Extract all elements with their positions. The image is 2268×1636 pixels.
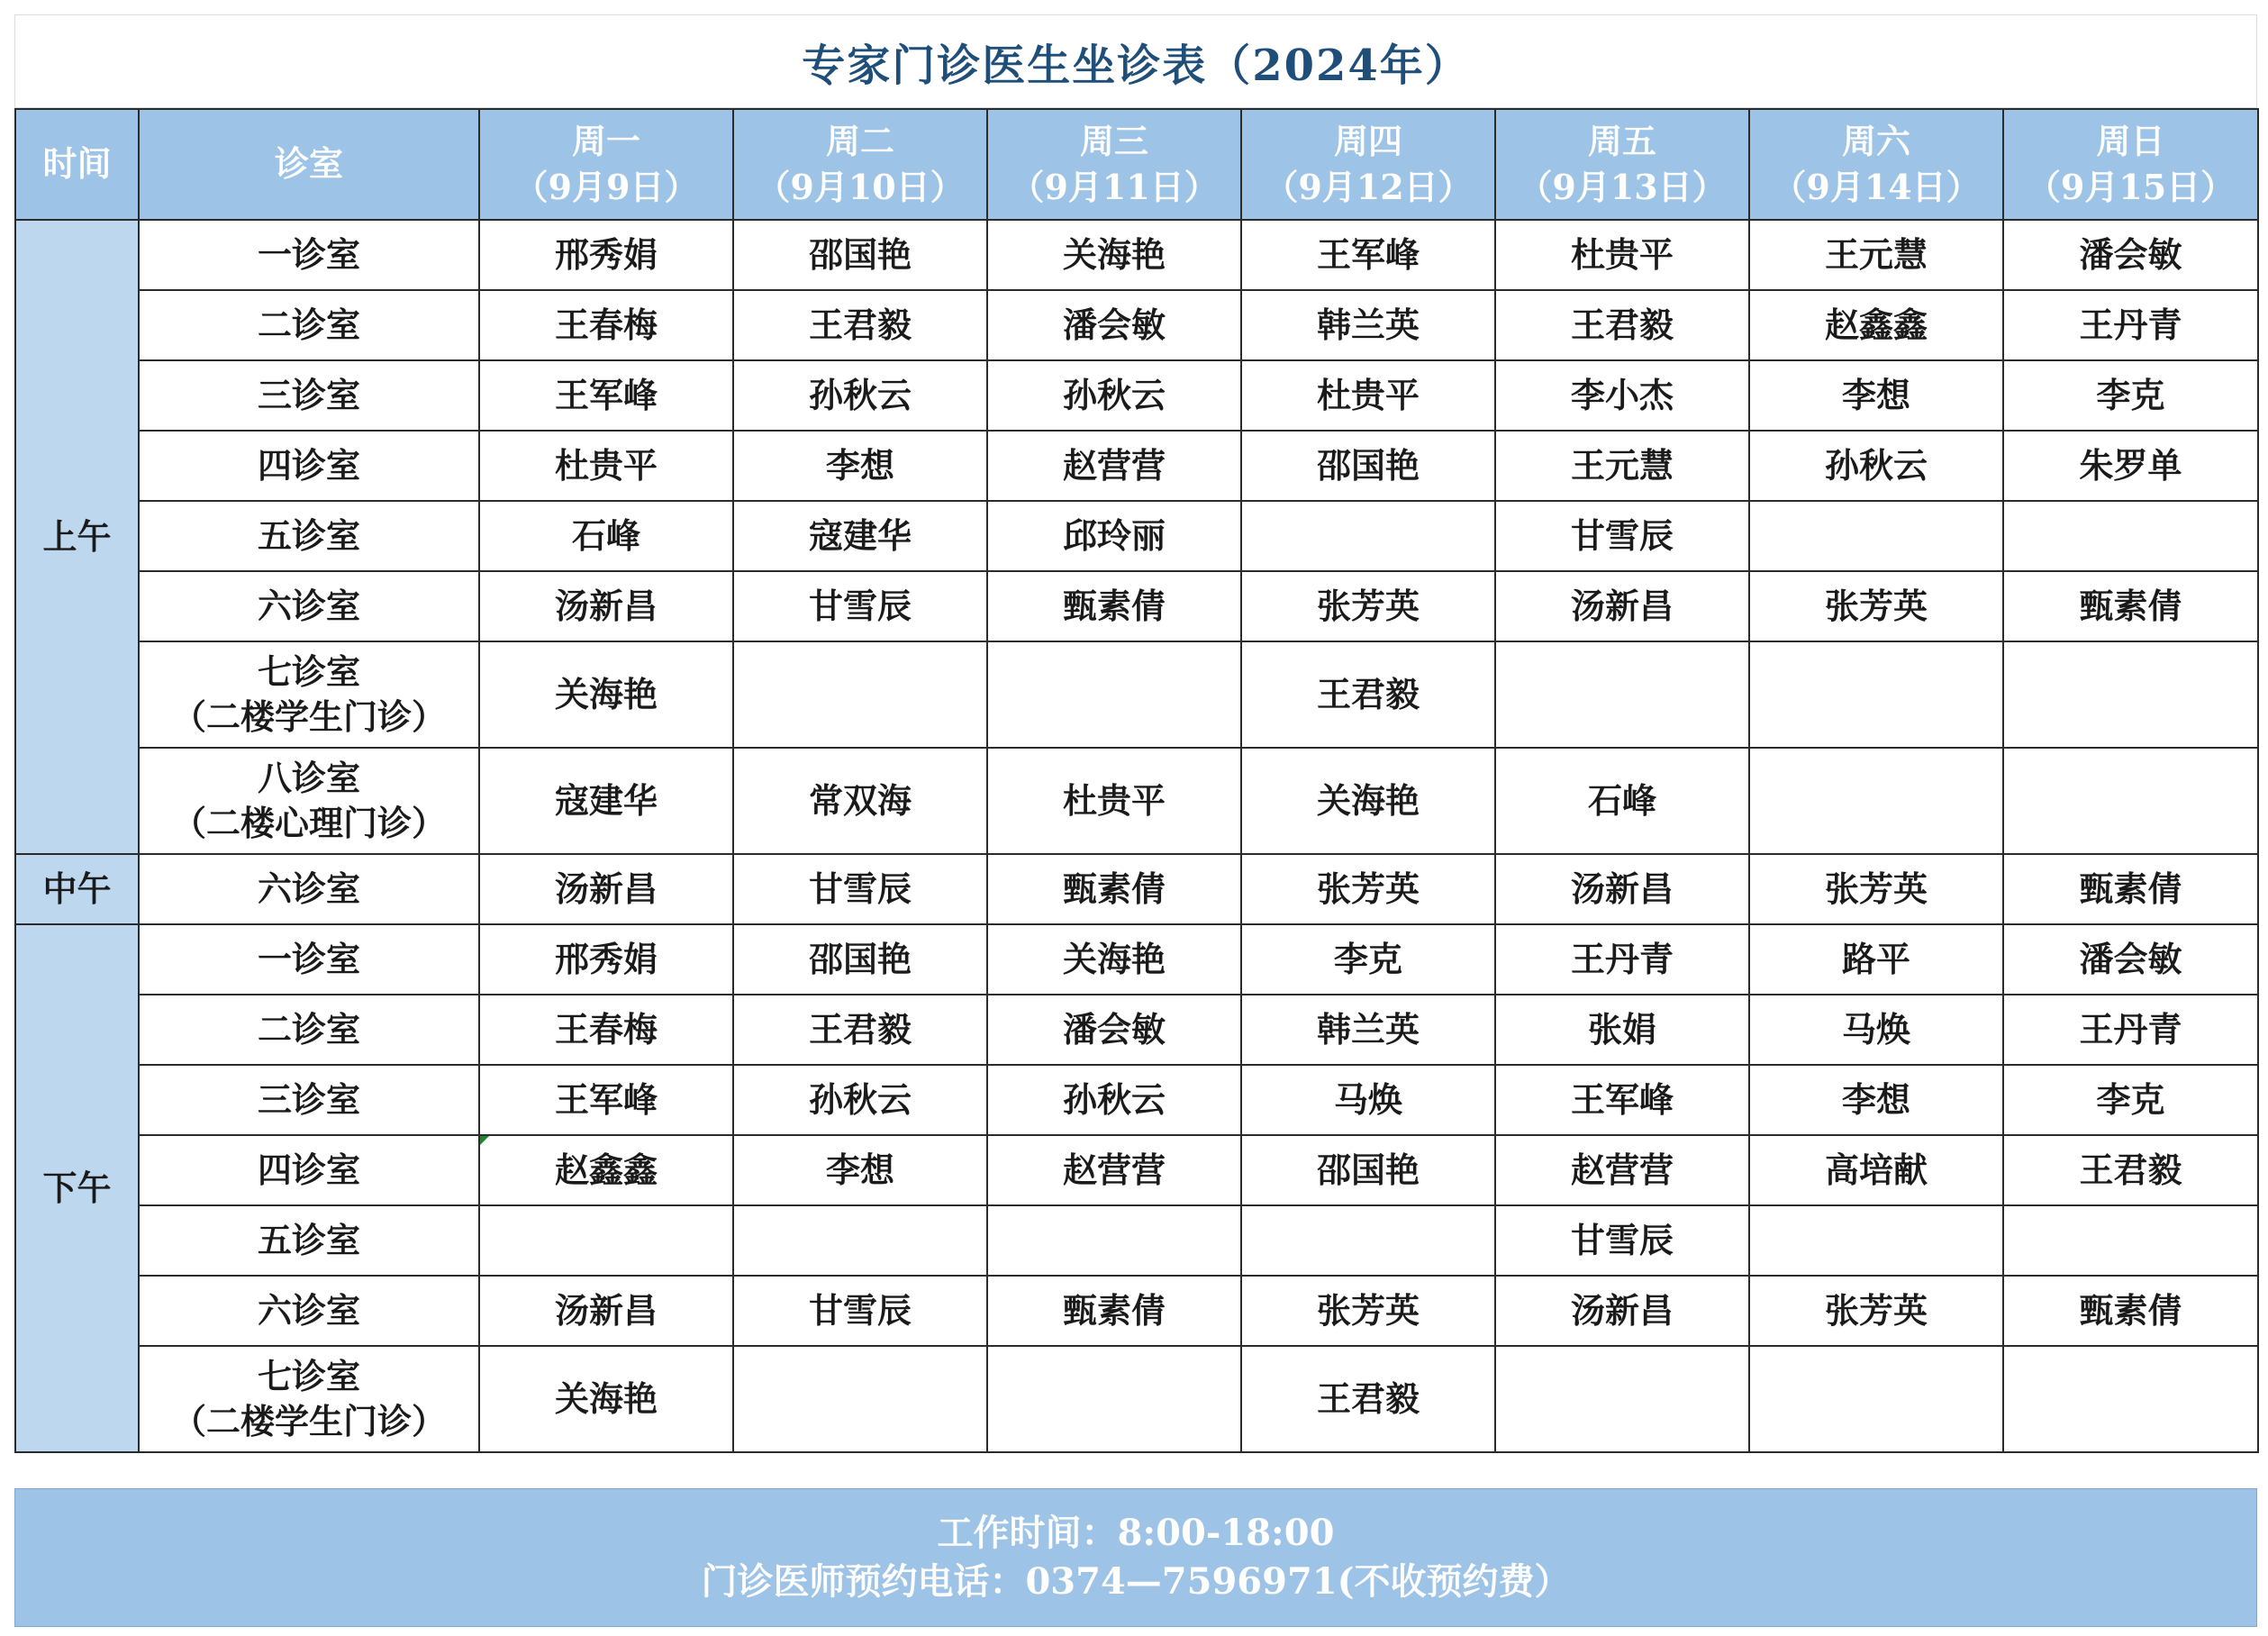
doctor-cell: 甄素倩 (2003, 571, 2258, 641)
doctor-name: 赵鑫鑫 (554, 1149, 658, 1190)
table-row (15, 1065, 2258, 1135)
doctor-cell: 王春梅 (479, 290, 733, 360)
doctor-cell (1495, 1346, 1749, 1452)
footer-info (14, 1488, 2257, 1627)
date-label: （9月11日） (1010, 166, 1219, 207)
doctor-cell: 潘会敏 (2003, 924, 2258, 995)
doctor-cell: 马焕 (1241, 1065, 1495, 1135)
doctor-cell (733, 641, 987, 748)
room-cell: 五诊室 (139, 501, 479, 571)
room-cell: 一诊室 (139, 924, 479, 995)
room-note: （二楼学生门诊） (171, 1401, 446, 1441)
doctor-cell: 关海艳 (987, 220, 1241, 290)
doctor-cell: 李克 (2003, 1065, 2258, 1135)
doctor-cell: 汤新昌 (479, 571, 733, 641)
doctor-cell: 赵营营 (987, 431, 1241, 501)
doctor-cell: 潘会敏 (987, 995, 1241, 1065)
doctor-cell: 李想 (733, 1135, 987, 1205)
doctor-cell: 寇建华 (733, 501, 987, 571)
header-room: 诊室 (139, 109, 479, 220)
doctor-cell: 孙秋云 (733, 360, 987, 431)
doctor-cell (1749, 501, 2003, 571)
day-label: 周五 (1587, 121, 1656, 162)
room-cell: 四诊室 (139, 431, 479, 501)
page-title: 专家门诊医生坐诊表（2024年） (14, 14, 2257, 108)
doctor-cell: 邵国艳 (1241, 1135, 1495, 1205)
room-cell: 三诊室 (139, 360, 479, 431)
room-cell: 二诊室 (139, 290, 479, 360)
doctor-cell (2003, 1205, 2258, 1276)
doctor-cell: 李想 (1749, 1065, 2003, 1135)
date-label: （9月12日） (1264, 166, 1473, 207)
doctor-cell (2003, 501, 2258, 571)
doctor-cell: 王君毅 (1241, 641, 1495, 748)
table-row (15, 995, 2258, 1065)
doctor-cell: 张娟 (1495, 995, 1749, 1065)
doctor-cell: 王军峰 (479, 1065, 733, 1135)
appointment-phone: 门诊医师预约电话：0374—7596971(不收预约费） (701, 1560, 1571, 1603)
doctor-cell: 潘会敏 (987, 290, 1241, 360)
doctor-cell: 李想 (733, 431, 987, 501)
room-cell: 一诊室 (139, 220, 479, 290)
table-row (15, 501, 2258, 571)
table-row (15, 924, 2258, 995)
header-day-wed (987, 109, 1241, 220)
room-cell: 三诊室 (139, 1065, 479, 1135)
doctor-cell (2003, 748, 2258, 854)
date-label: （9月10日） (756, 166, 965, 207)
cell-comment-marker (480, 1136, 489, 1145)
doctor-cell: 石峰 (1495, 748, 1749, 854)
room-cell: 六诊室 (139, 571, 479, 641)
day-label: 周日 (2096, 121, 2165, 162)
table-row (15, 571, 2258, 641)
room-cell (139, 641, 479, 748)
day-label: 周一 (571, 121, 640, 162)
doctor-cell: 王元慧 (1495, 431, 1749, 501)
table-row (15, 220, 2258, 290)
doctor-cell: 高培献 (1749, 1135, 2003, 1205)
room-cell: 六诊室 (139, 854, 479, 924)
doctor-cell (1749, 748, 2003, 854)
doctor-cell (1495, 641, 1749, 748)
table-row (15, 290, 2258, 360)
doctor-cell: 赵鑫鑫 (1749, 290, 2003, 360)
room-note: （二楼学生门诊） (171, 696, 446, 737)
room-cell: 二诊室 (139, 995, 479, 1065)
date-label: （9月15日） (2026, 166, 2236, 207)
room-cell (139, 1346, 479, 1452)
doctor-cell: 甘雪辰 (733, 571, 987, 641)
room-name: 八诊室 (257, 757, 360, 798)
room-cell: 四诊室 (139, 1135, 479, 1205)
doctor-cell: 杜贵平 (1495, 220, 1749, 290)
doctor-cell: 汤新昌 (1495, 854, 1749, 924)
doctor-cell: 石峰 (479, 501, 733, 571)
doctor-cell: 邵国艳 (733, 220, 987, 290)
date-label: （9月9日） (513, 166, 699, 207)
doctor-cell: 赵营营 (1495, 1135, 1749, 1205)
period-morning: 上午 (15, 220, 139, 854)
doctor-cell: 赵营营 (987, 1135, 1241, 1205)
doctor-cell: 张芳英 (1749, 1276, 2003, 1346)
room-cell: 六诊室 (139, 1276, 479, 1346)
table-row (15, 854, 2258, 924)
day-label: 周六 (1841, 121, 1910, 162)
doctor-cell: 甘雪辰 (1495, 501, 1749, 571)
working-hours: 工作时间：8:00-18:00 (937, 1512, 1335, 1554)
date-label: （9月14日） (1772, 166, 1981, 207)
doctor-cell: 汤新昌 (479, 854, 733, 924)
header-day-tue (733, 109, 987, 220)
doctor-cell: 王军峰 (1495, 1065, 1749, 1135)
doctor-cell: 孙秋云 (1749, 431, 2003, 501)
header-day-thu (1241, 109, 1495, 220)
doctor-cell: 王君毅 (733, 995, 987, 1065)
header-day-sun (2003, 109, 2258, 220)
doctor-cell (987, 1346, 1241, 1452)
table-row (15, 1135, 2258, 1205)
doctor-cell: 孙秋云 (987, 360, 1241, 431)
room-note: （二楼心理门诊） (171, 803, 446, 843)
header-day-fri (1495, 109, 1749, 220)
doctor-cell: 甄素倩 (987, 571, 1241, 641)
doctor-cell: 朱罗单 (2003, 431, 2258, 501)
doctor-cell: 关海艳 (1241, 748, 1495, 854)
doctor-cell: 王军峰 (1241, 220, 1495, 290)
doctor-cell: 张芳英 (1749, 854, 2003, 924)
doctor-cell: 路平 (1749, 924, 2003, 995)
header-time: 时间 (15, 109, 139, 220)
doctor-cell (479, 1135, 733, 1205)
room-name: 七诊室 (257, 650, 360, 692)
doctor-cell: 常双海 (733, 748, 987, 854)
table-row (15, 1276, 2258, 1346)
doctor-cell: 汤新昌 (1495, 571, 1749, 641)
doctor-cell: 寇建华 (479, 748, 733, 854)
period-noon: 中午 (15, 854, 139, 924)
doctor-cell: 汤新昌 (1495, 1276, 1749, 1346)
doctor-cell: 邱玲丽 (987, 501, 1241, 571)
schedule-frame (14, 14, 2257, 1627)
doctor-cell (2003, 641, 2258, 748)
doctor-cell: 邵国艳 (1241, 431, 1495, 501)
doctor-cell: 王君毅 (2003, 1135, 2258, 1205)
doctor-cell (1749, 1205, 2003, 1276)
doctor-cell (1749, 641, 2003, 748)
header-day-mon (479, 109, 733, 220)
doctor-cell: 张芳英 (1749, 571, 2003, 641)
doctor-cell: 甄素倩 (2003, 1276, 2258, 1346)
day-label: 周四 (1333, 121, 1402, 162)
doctor-cell: 甄素倩 (987, 854, 1241, 924)
doctor-cell: 张芳英 (1241, 571, 1495, 641)
header-day-sat (1749, 109, 2003, 220)
table-row (15, 431, 2258, 501)
doctor-cell: 王君毅 (1495, 290, 1749, 360)
doctor-cell: 杜贵平 (479, 431, 733, 501)
period-afternoon: 下午 (15, 924, 139, 1452)
doctor-cell: 李想 (1749, 360, 2003, 431)
table-row (15, 1346, 2258, 1452)
doctor-cell: 王丹青 (2003, 290, 2258, 360)
schedule-table (14, 108, 2259, 1453)
doctor-cell: 王春梅 (479, 995, 733, 1065)
doctor-cell (1241, 1205, 1495, 1276)
doctor-cell: 李小杰 (1495, 360, 1749, 431)
room-cell (139, 748, 479, 854)
doctor-cell: 李克 (1241, 924, 1495, 995)
doctor-cell: 张芳英 (1241, 854, 1495, 924)
room-cell: 五诊室 (139, 1205, 479, 1276)
table-row (15, 360, 2258, 431)
doctor-cell: 甘雪辰 (733, 854, 987, 924)
doctor-cell (1749, 1346, 2003, 1452)
doctor-cell: 甄素倩 (2003, 854, 2258, 924)
doctor-cell: 关海艳 (479, 1346, 733, 1452)
day-label: 周三 (1079, 121, 1148, 162)
doctor-cell: 甄素倩 (987, 1276, 1241, 1346)
doctor-cell: 王元慧 (1749, 220, 2003, 290)
doctor-cell: 王丹青 (2003, 995, 2258, 1065)
doctor-cell: 孙秋云 (733, 1065, 987, 1135)
doctor-cell (987, 641, 1241, 748)
doctor-cell: 邵国艳 (733, 924, 987, 995)
doctor-cell: 李克 (2003, 360, 2258, 431)
table-row (15, 1205, 2258, 1276)
doctor-cell: 关海艳 (987, 924, 1241, 995)
doctor-cell: 王君毅 (733, 290, 987, 360)
doctor-cell: 孙秋云 (987, 1065, 1241, 1135)
doctor-cell: 杜贵平 (1241, 360, 1495, 431)
doctor-cell: 马焕 (1749, 995, 2003, 1065)
doctor-cell: 邢秀娟 (479, 924, 733, 995)
date-label: （9月13日） (1518, 166, 1727, 207)
room-name: 七诊室 (257, 1355, 360, 1396)
doctor-cell: 汤新昌 (479, 1276, 733, 1346)
doctor-cell: 韩兰英 (1241, 995, 1495, 1065)
doctor-cell (2003, 1346, 2258, 1452)
doctor-cell: 潘会敏 (2003, 220, 2258, 290)
doctor-cell (987, 1205, 1241, 1276)
doctor-cell (479, 1205, 733, 1276)
table-row (15, 641, 2258, 748)
doctor-cell: 杜贵平 (987, 748, 1241, 854)
doctor-cell (733, 1346, 987, 1452)
header-row (15, 109, 2258, 220)
doctor-cell: 张芳英 (1241, 1276, 1495, 1346)
doctor-cell: 王军峰 (479, 360, 733, 431)
doctor-cell: 王丹青 (1495, 924, 1749, 995)
table-row (15, 748, 2258, 854)
doctor-cell: 邢秀娟 (479, 220, 733, 290)
doctor-cell (1241, 501, 1495, 571)
doctor-cell: 王君毅 (1241, 1346, 1495, 1452)
doctor-cell: 甘雪辰 (733, 1276, 987, 1346)
doctor-cell: 甘雪辰 (1495, 1205, 1749, 1276)
doctor-cell: 关海艳 (479, 641, 733, 748)
doctor-cell (733, 1205, 987, 1276)
doctor-cell: 韩兰英 (1241, 290, 1495, 360)
day-label: 周二 (825, 121, 894, 162)
